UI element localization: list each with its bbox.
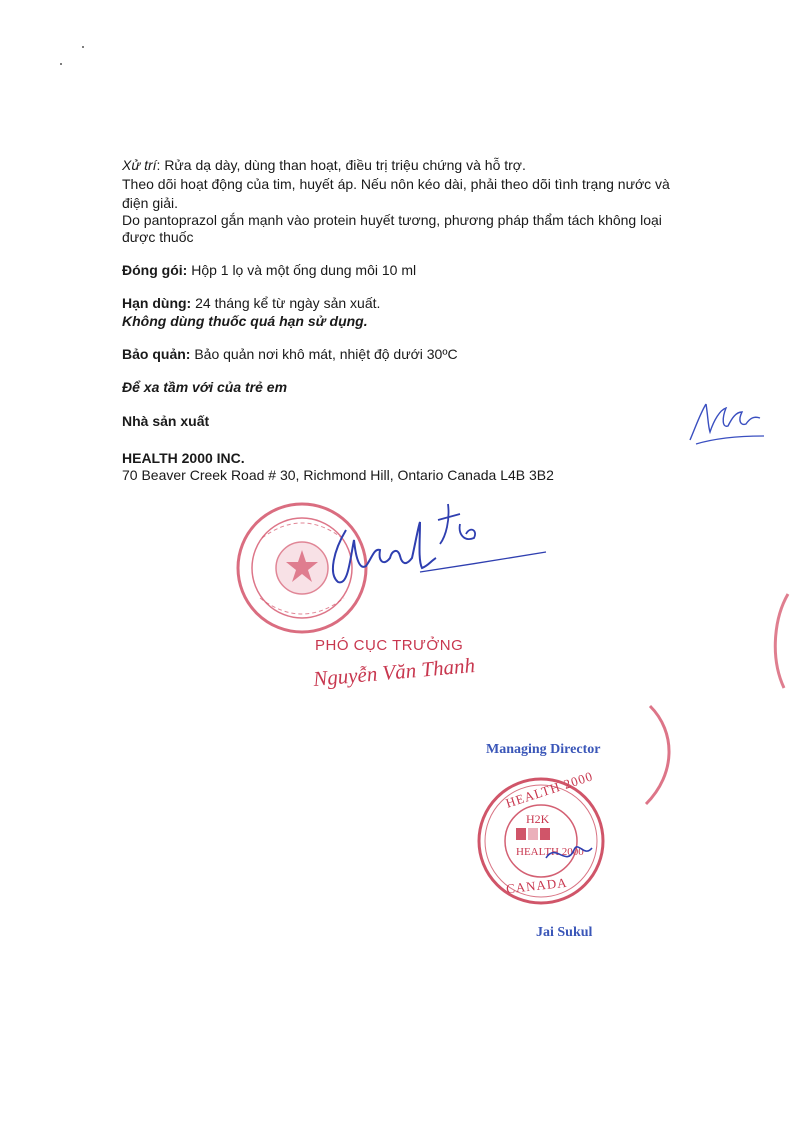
approval-title: PHÓ CỤC TRƯỞNG	[315, 637, 464, 654]
treatment-label: Xử trí	[122, 157, 157, 173]
expiry-label: Hạn dùng:	[122, 295, 192, 311]
expiry-value: 24 tháng kể từ ngày sản xuất.	[191, 295, 381, 311]
storage-label: Bảo quản:	[122, 346, 191, 362]
overdose-line-4: Do pantoprazol gắn mạnh vào protein huyết tương, phương pháp thẩm tách không loại	[122, 212, 662, 228]
manufacturer-heading: Nhà sản xuất	[122, 413, 210, 429]
director-signature	[320, 500, 550, 590]
overdose-line-3: điện giải.	[122, 195, 179, 211]
company-signer-title: Managing Director	[486, 742, 601, 757]
seal-bottom-text: CANADA	[505, 874, 569, 897]
manufacturer-address: 70 Beaver Creek Road # 30, Richmond Hill, Ontario Canada L4B 3B2	[122, 467, 554, 483]
expiry-warning: Không dùng thuốc quá hạn sử dụng.	[122, 313, 368, 329]
expiry-line	[122, 295, 380, 312]
scan-speck	[60, 63, 62, 65]
storage-line	[122, 346, 458, 363]
treatment-text: : Rửa dạ dày, dùng than hoạt, điều trị triệu chứng và hỗ trợ.	[156, 157, 526, 173]
packaging-value: Hộp 1 lọ và một ống dung môi 10 ml	[187, 262, 417, 278]
partial-stamp-arc	[636, 702, 686, 812]
overdose-treatment-line	[122, 157, 526, 174]
children-warning: Để xa tầm với của trẻ em	[122, 379, 288, 395]
seal-top-text: HEALTH 2000	[503, 768, 595, 811]
seal-code: H2K	[526, 812, 550, 826]
overdose-line-5: được thuốc	[122, 229, 194, 245]
approval-name: Nguyễn Văn Thanh	[312, 652, 476, 692]
seal-center-text: HEALTH 2000	[516, 846, 584, 858]
packaging-label: Đóng gói:	[122, 262, 188, 278]
manufacturer-name: HEALTH 2000 INC.	[122, 450, 245, 466]
storage-value: Bảo quản nơi khô mát, nhiệt độ dưới 30ºC	[190, 346, 458, 362]
initials-scribble	[686, 396, 766, 446]
company-seal-signature	[540, 828, 600, 878]
overdose-line-2: Theo dõi hoạt động của tim, huyết áp. Nếu nôn kéo dài, phải theo dõi tình trạng nước và	[122, 176, 670, 192]
partial-stamp-edge	[760, 588, 799, 698]
scan-speck	[82, 46, 84, 48]
packaging-line	[122, 262, 416, 279]
company-signer-name: Jai Sukul	[536, 925, 593, 940]
